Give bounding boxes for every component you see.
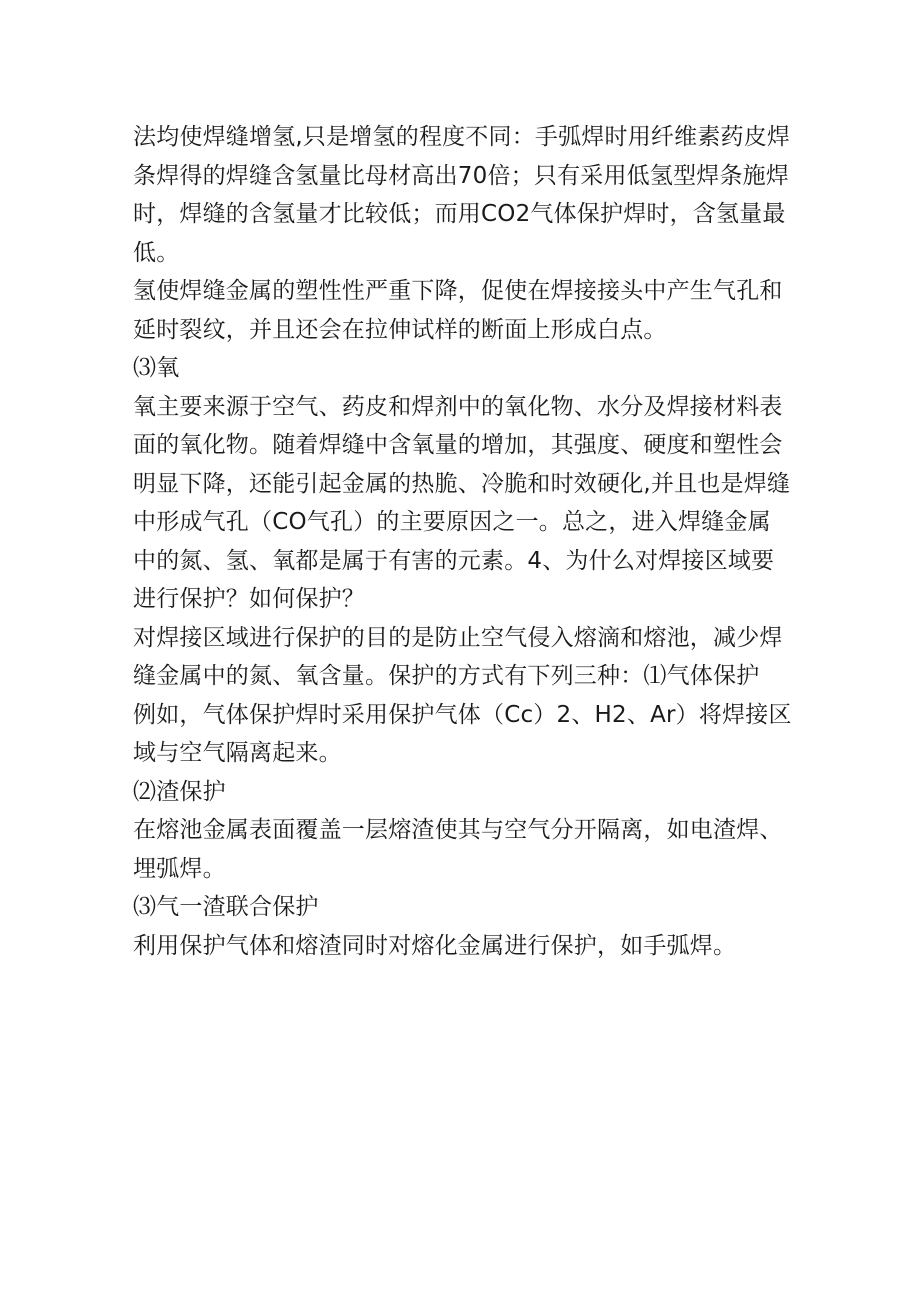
text-line: 中形成气孔（CO气孔）的主要原因之一。总之，进入焊缝金属 xyxy=(133,509,771,535)
text-line: 进行保护？如何保护？ xyxy=(133,586,365,612)
text-line: 时，焊缝的含氢量才比较低；而用CO2气体保护焊时，含氢量最 xyxy=(133,201,786,227)
text-line: 面的氧化物。随着焊缝中含氧量的增加，其强度、硬度和塑性会 xyxy=(133,432,783,458)
section-heading: ⑵渣保护 xyxy=(133,778,226,805)
text-line: 中的氮、氢、氧都是属于有害的元素。4、为什么对焊接区域要 xyxy=(133,547,775,574)
body-text xyxy=(133,118,813,965)
text-line: 在熔池金属表面覆盖一层熔渣使其与空气分开隔离，如电渣焊、 xyxy=(133,817,783,843)
section-heading: ⑶气一渣联合保护 xyxy=(133,894,319,920)
text-line: 条焊得的焊缝含氢量比母材高出70倍；只有采用低氢型焊条施焊 xyxy=(133,162,790,189)
text-line: 氧主要来源于空气、药皮和焊剂中的氧化物、水分及焊接材料表 xyxy=(133,393,783,420)
text-line: 对焊接区域进行保护的目的是防止空气侵入熔滴和熔池，减少焊 xyxy=(133,624,783,651)
text-line: 低。 xyxy=(133,239,180,266)
section-heading: ⑶氧 xyxy=(133,355,180,381)
text-line: 氢使焊缝金属的塑性性严重下降，促使在焊接接头中产生气孔和 xyxy=(133,278,783,304)
text-line: 法均使焊缝增氢,只是增氢的程度不同：手弧焊时用纤维素药皮焊 xyxy=(133,124,791,150)
text-line: 例如，气体保护焊时采用保护气体（Cc）2、H2、Ar）将焊接区 xyxy=(133,701,792,728)
text-line: 延时裂纹，并且还会在拉伸试样的断面上形成白点。 xyxy=(133,316,667,343)
text-line: 缝金属中的氮、氧含量。保护的方式有下列三种：⑴气体保护 xyxy=(133,663,760,689)
text-line: 利用保护气体和熔渣同时对熔化金属进行保护，如手弧焊。 xyxy=(133,932,737,959)
text-line: 明显下降，还能引起金属的热脆、冷脆和时效硬化,并且也是焊缝 xyxy=(133,470,791,497)
text-line: 埋弧焊。 xyxy=(133,855,226,882)
text-line: 域与空气隔离起来。 xyxy=(133,740,342,766)
